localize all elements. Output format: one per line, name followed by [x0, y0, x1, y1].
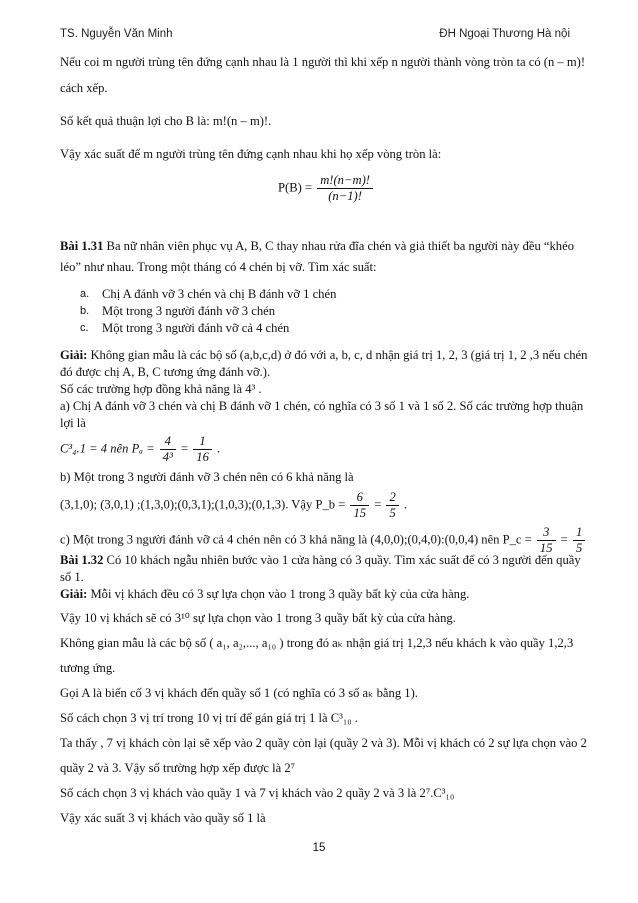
- exercise-131-statement-2: léo” như nhau. Trong một tháng có 4 chén bị vỡ. Tìm xác suất:: [60, 260, 377, 274]
- list-item: b. Một trong 3 người đánh vỡ 3 chén: [80, 304, 275, 318]
- exercise-132-line-4: tương ứng.: [60, 661, 116, 675]
- page-number: 15: [312, 842, 326, 854]
- formula-denominator: (n−1)!: [328, 189, 362, 203]
- formula-fraction: [317, 173, 373, 204]
- intro-section: [60, 54, 586, 204]
- part-a-line-1: a) Chị A đánh vỡ 3 chén và chị B đánh vỡ 1 chén, có nghĩa có 3 số 1 và 1 số 2. Số các trường hợp thuận: [60, 399, 584, 413]
- header-school: ĐH Ngoại Thương Hà nội: [439, 28, 570, 40]
- header-author: TS. Nguyễn Văn Minh: [60, 28, 173, 40]
- exercise-131-solution-label: Giải:: [60, 348, 88, 362]
- exercise-132-line-5: Gọi A là biến cố 3 vị khách đến quầy số 1 (có nghĩa có 3 số aₖ bằng 1).: [60, 686, 418, 700]
- exercise-131-statement-1: Ba nữ nhân viên phục vụ A, B, C thay nhau rửa đĩa chén và giả thiết ba người này đều “khéo: [103, 239, 574, 253]
- exercise-131-items: [60, 286, 582, 337]
- intro-line-1: Nếu coi m người trùng tên đứng cạnh nhau là 1 người thì khi xếp n người thành vòng tròn ta có (n – m)!: [60, 55, 586, 69]
- part-b-calc: (3,1,0); (3,0,1) ;(1,3,0);(0,3,1);(1,0,3);(0,1,3). Vậy P_b = $\frac{6}{15}$ = $\frac{2}{5}$ .: [60, 490, 408, 520]
- formula-pb: [60, 173, 582, 204]
- list-item: c. Một trong 3 người đánh vỡ cả 4 chén: [80, 321, 290, 335]
- exercise-132-solution-1: Mỗi vị khách đều có 3 sự lựa chọn vào 1 trong 3 quầy bất kỳ của cửa hàng.: [87, 587, 470, 601]
- exercise-132-line-6: Số cách chọn 3 vị trí trong 10 vị trí để gán giá trị 1 là C³₁₀ .: [60, 711, 358, 725]
- exercise-131-title: Bài 1.31: [60, 239, 104, 253]
- exercise-132-line-8: quầy 2 và 3. Vậy số trường hợp xếp được là 2⁷: [60, 761, 296, 775]
- intro-line-2: cách xếp.: [60, 81, 108, 95]
- part-b-line-1: b) Một trong 3 người đánh vỡ 3 chén nên có 6 khả năng là: [60, 470, 354, 484]
- exercise-132-title: Bài 1.32: [60, 553, 104, 567]
- exercise-131-solution-2: đó được chị A, B, C tương ứng đánh vỡ.).: [60, 365, 271, 379]
- exercise-131-solution-3: Số các trường hợp đồng khả năng là 4³ .: [60, 382, 262, 396]
- formula-lhs: P(B) =: [278, 180, 313, 195]
- part-a-line-2: lợi là: [60, 416, 86, 430]
- exercise-131: [60, 238, 588, 556]
- list-item: a. Chị A đánh vỡ 3 chén và chị B đánh vỡ 1 chén: [80, 287, 337, 301]
- exercise-132-statement-2: số 1.: [60, 570, 84, 584]
- part-a-calc: C³₄.1 = 4 nên Pₐ = $\frac{4}{\text{4³}}$ = $\frac{1}{16}$ .: [60, 434, 221, 464]
- intro-conclusion: Vậy xác suất để m người trùng tên đứng cạnh nhau khi họ xếp vòng tròn là:: [60, 147, 442, 161]
- exercise-132-line-10: Vậy xác suất 3 vị khách vào quầy số 1 là: [60, 811, 266, 825]
- exercise-132-line-9: Số cách chọn 3 vị khách vào quầy 1 và 7 vị khách vào 2 quầy 2 và 3 là 2⁷.C³₁₀: [60, 786, 455, 800]
- exercise-132-statement-1: Có 10 khách ngẫu nhiên bước vào 1 cửa hàng có 3 quầy. Tìm xác suất để có 3 người đến quầy: [103, 553, 581, 567]
- intro-favorable: Số kết quả thuận lợi cho B là: m!(n – m)!.: [60, 114, 272, 128]
- exercise-132-line-2: Vậy 10 vị khách sẽ có 3¹⁰ sự lựa chọn vào 1 trong 3 quầy bất kỳ của cửa hàng.: [60, 611, 456, 625]
- exercise-132-line-7: Ta thấy , 7 vị khách còn lại sẽ xếp vào 2 quầy còn lại (quầy 2 và 3). Mỗi vị khách có 2 sự lựa chọn vào 2: [60, 736, 587, 750]
- exercise-131-solution-1: Không gian mẫu là các bộ số (a,b,c,d) ở đó với a, b, c, d nhận giá trị 1, 2, 3 (giá trị 1, 2 ,3 nếu chén: [87, 348, 588, 362]
- part-c-calc: c) Một trong 3 người đánh vỡ cả 4 chén nên có 3 khả năng là (4,0,0);(0,4,0):(0,0,4) nên P_c = $\frac{3}{15}$ = $\frac{1}{5}$: [60, 525, 582, 556]
- exercise-132: [60, 552, 587, 827]
- exercise-132-line-3: Không gian mẫu là các bộ số ( a₁, a₂,..., a₁₀ ) trong đó aₖ nhận giá trị 1,2,3 nếu khách k vào quầy 1,2,3: [60, 636, 574, 650]
- exercise-132-solution-label: Giải:: [60, 587, 88, 601]
- formula-numerator: m!(n−m)!: [317, 173, 373, 189]
